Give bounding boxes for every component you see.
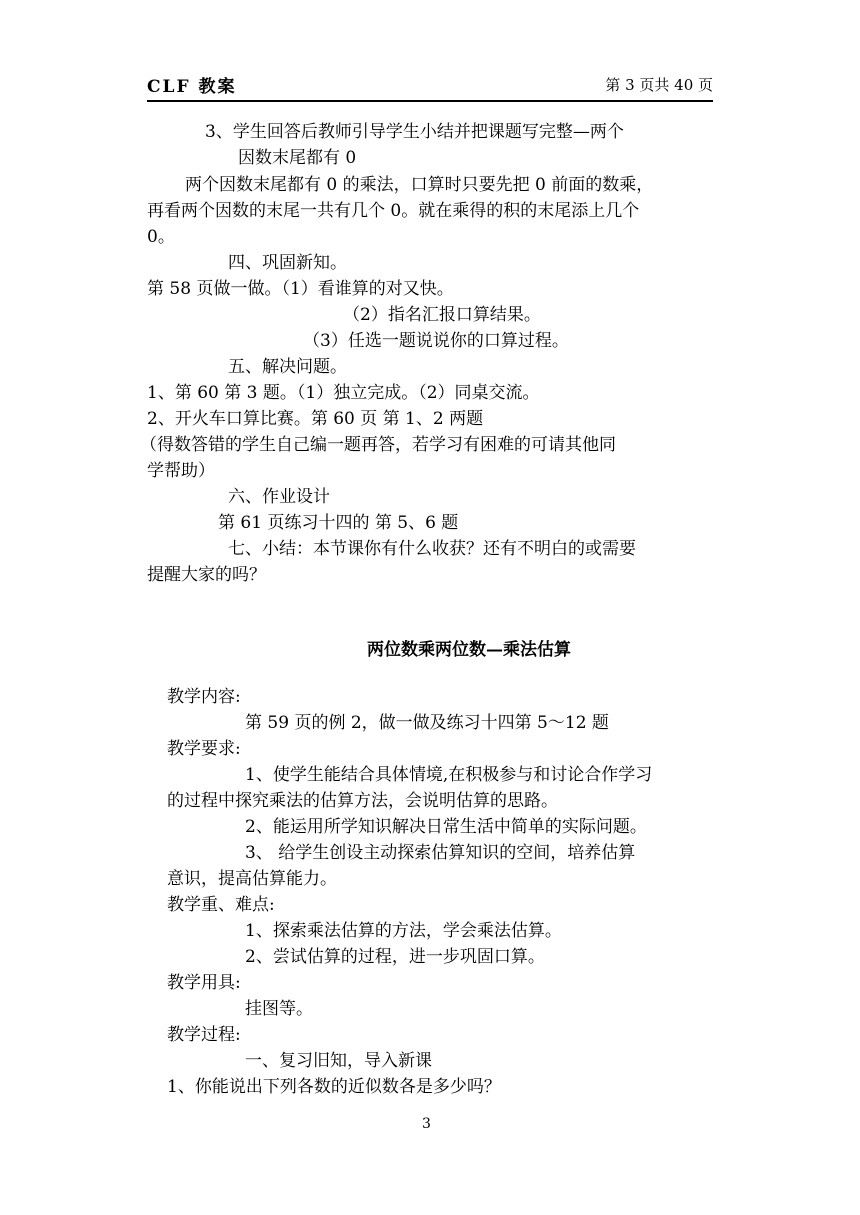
- text-line: 提醒大家的吗？: [147, 565, 266, 585]
- label-line: 教学要求:: [167, 739, 241, 759]
- text-line: 1、你能说出下列各数的近似数各是多少吗？: [167, 1077, 501, 1097]
- section-heading: 六、作业设计: [228, 487, 330, 507]
- section-heading: 四、巩固新知。: [228, 253, 347, 273]
- text-line: 再看两个因数的末尾一共有几个 0。就在乘得的积的末尾添上几个: [147, 201, 640, 221]
- text-line: 因数末尾都有 0: [238, 148, 357, 168]
- text-line: 2、尝试估算的过程，进一步巩固口算。: [245, 947, 545, 967]
- section-heading: 一、复习旧知，导入新课: [245, 1051, 432, 1071]
- section-heading: 七、小结：本节课你有什么收获？还有不明白的或需要: [228, 539, 636, 559]
- text-line: 2、能运用所学知识解决日常生活中简单的实际问题。: [245, 817, 647, 837]
- text-line: 第 59 页的例 2，做一做及练习十四第 5～12 题: [245, 713, 609, 733]
- page-number: 3: [422, 1116, 431, 1132]
- text-line: 3、 给学生创设主动探索估算知识的空间，培养估算: [245, 843, 636, 863]
- label-line: 教学用具:: [167, 973, 241, 993]
- text-line: 1、使学生能结合具体情境,在积极参与和讨论合作学习: [245, 765, 653, 785]
- text-line: 挂图等。: [245, 999, 313, 1019]
- text-line: 2、开火车口算比赛。第 60 页 第 1、2 两题: [147, 409, 484, 429]
- section-title: 两位数乘两位数—乘法估算: [367, 640, 571, 660]
- header-title: CLF 教案: [147, 77, 237, 97]
- label-line: 教学内容:: [167, 687, 241, 707]
- text-line: 第 61 页练习十四的 第 5、6 题: [218, 513, 459, 533]
- label-line: 教学重、难点:: [167, 895, 275, 915]
- text-line: 第 58 页做一做。（1）看谁算的对又快。: [147, 279, 454, 299]
- text-line: （2）指名汇报口算结果。: [343, 305, 541, 325]
- text-line: （得数答错的学生自己编一题再答，若学习有困难的可请其他同: [140, 435, 616, 455]
- text-line: 意识，提高估算能力。: [167, 869, 337, 889]
- text-line: 1、探索乘法估算的方法，学会乘法估算。: [245, 921, 562, 941]
- header-page-info: 第 3 页共 40 页: [605, 76, 713, 94]
- text-line: 学帮助）: [147, 461, 215, 481]
- section-heading: 五、解决问题。: [228, 357, 347, 377]
- text-line: 0。: [147, 227, 175, 247]
- text-line: 3、学生回答后教师引导学生小结并把课题写完整—两个: [205, 122, 624, 142]
- text-line: 的过程中探究乘法的估算方法，会说明估算的思路。: [167, 791, 558, 811]
- text-line: 两个因数末尾都有 0 的乘法，口算时只要先把 0 前面的数乘，: [185, 175, 654, 195]
- page-header: [147, 70, 713, 102]
- label-line: 教学过程:: [167, 1025, 241, 1045]
- text-line: （3）任选一题说说你的口算过程。: [303, 331, 569, 351]
- text-line: 1、第 60 第 3 题。（1）独立完成。（2）同桌交流。: [147, 383, 540, 403]
